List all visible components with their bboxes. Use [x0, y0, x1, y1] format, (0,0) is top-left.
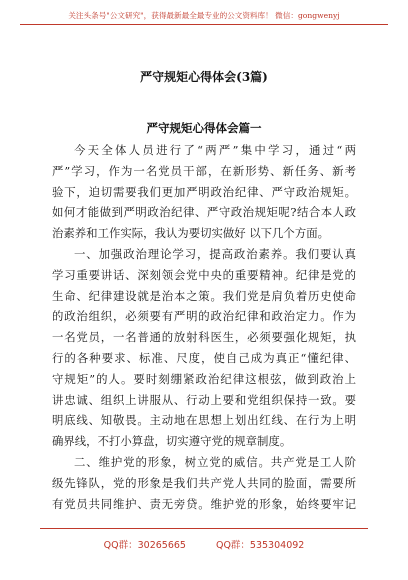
body-line: 行的各种要求、标准、尺度，使自己成为真正“懂纪律、 — [52, 350, 356, 365]
body-line: 明底线、知敬畏。主动地在思想上划出红线、在行为上明 — [52, 413, 356, 428]
body-line: 的政治组织，必须要有严明的政治纪律和政治定力。作为 — [52, 309, 356, 324]
body-line: 确界线，不打小算盘，切实遵守党的规章制度。 — [52, 434, 292, 449]
body-line: 守规矩”的人。要时刻绷紧政治纪律这根弦，做到政治上 — [52, 371, 356, 386]
header-divider — [20, 24, 388, 25]
body-line: 一、加强政治理论学习，提高政治素养。我们要认真 — [74, 246, 356, 261]
body-line: 讲忠诚、组织上讲服从、行动上要和党组织保持一致。要 — [52, 392, 356, 407]
body-line: 有党员共同维护、责无旁贷。维护党的形象，始终要牢记 — [52, 496, 356, 511]
body-line: 生命、纪律建设就是治本之策。我们党是肩负着历史使命 — [52, 288, 356, 303]
body-line: 今天全体人员进行了“两严”集中学习，通过“两 — [74, 143, 356, 157]
body-line: 如何才能做到严明政治纪律、严守政治规矩呢?结合本人政 — [52, 205, 356, 220]
footer-qq-group-1: QQ群：30265665 — [103, 540, 186, 551]
body-line: 二、维护党的形象，树立党的威信。共产党是工人阶 — [74, 454, 356, 469]
body-line: 一名党员，一名普通的放射科医生，必须要强化规矩，执 — [52, 330, 356, 345]
footer-qq-group-2: QQ群：535304092 — [215, 540, 305, 551]
body-line: 治素养和工作实际，我认为要切实做好 以下几个方面。 — [52, 226, 329, 241]
header-promo-note: 关注头条号"公文研究"，获得最新最全最专业的公文资料库！ 微信：gongwenyj — [68, 11, 340, 20]
body-line: 级先锋队，党的形象是我们共产党人共同的脸面，需要所 — [52, 475, 356, 490]
footer — [0, 537, 408, 551]
footer-divider — [40, 528, 368, 529]
document-title: 严守规矩心得体会(3篇) — [140, 70, 268, 84]
body-line: 严”学习，作为一名党员干部，在新形势、新任务、新考 — [52, 163, 356, 178]
body-line: 学习重要讲话、深刻领会党中央的重要精神。纪律是党的 — [52, 267, 356, 282]
section-title: 严守规矩心得体会篇一 — [146, 121, 262, 135]
body-text — [52, 140, 356, 514]
body-line: 验下，迫切需要我们更加严明政治纪律、严守政治规矩。 — [52, 184, 356, 199]
